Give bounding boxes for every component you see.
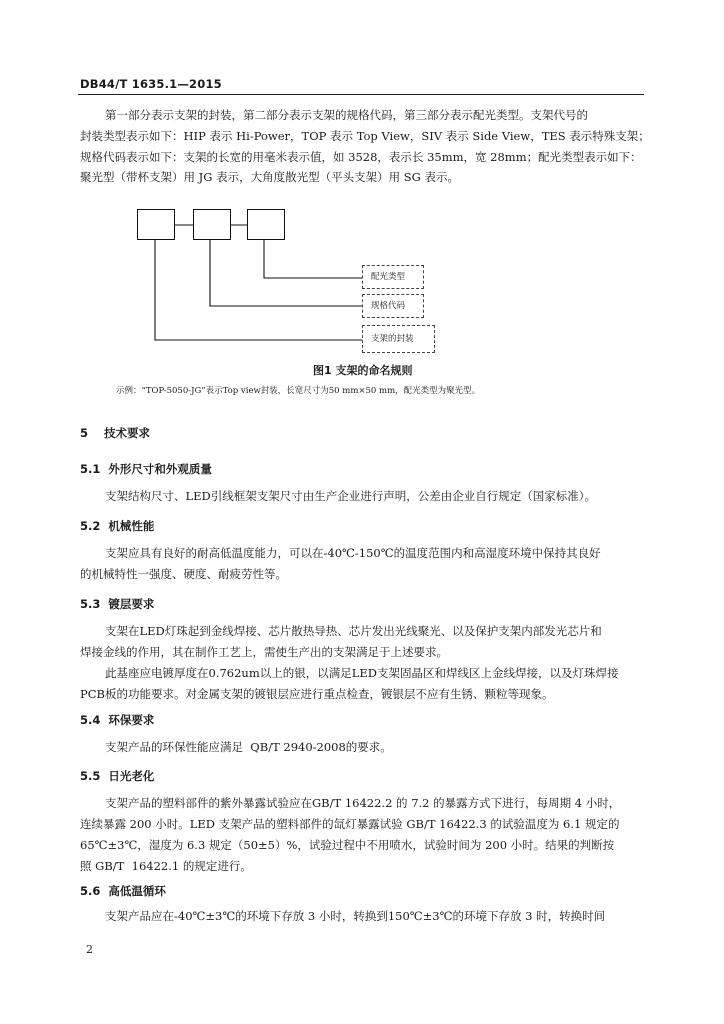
package-code-box xyxy=(137,209,175,240)
spec-code-label-box: 规格代码 xyxy=(362,294,424,318)
package-label-box: 支架的封装 xyxy=(362,325,435,353)
section-5-2-line-2: 的机械特性一强度、硬度、耐疲劳性等。 xyxy=(80,567,287,581)
section-5-5-line-3: 65℃±3℃，湿度为 6.3 规定（50±5）%，试验过程中不用喷水，试验时间为 200 小时。结果的判断按 xyxy=(80,838,615,852)
section-5-6-line-1: 支架产品应在-40℃±3℃的环境下存放 3 小时，转换到150℃±3℃的环境下存放 3 时，转换时间 xyxy=(105,909,606,923)
section-5-6-title: 5.6 高低温循环 xyxy=(80,884,166,898)
section-5-3-title: 5.3 镀层要求 xyxy=(80,597,155,611)
figure-caption: 图1 支架的命名规则 xyxy=(313,364,413,377)
light-type-label-box: 配光类型 xyxy=(362,265,424,289)
section-5-2-line-1: 支架应具有良好的耐高低温度能力，可以在-40℃-150℃的温度范围内和高湿度环境中保持其良好 xyxy=(105,546,601,560)
light-type-code-box xyxy=(247,209,285,240)
header-rule xyxy=(78,94,644,95)
section-5-5-line-2: 连续暴露 200 小时。LED 支架产品的塑料部件的氙灯暴露试验 GB/T 16422.3 的试验温度为 6.1 规定的 xyxy=(80,817,620,831)
section-5-title: 5 技术要求 xyxy=(80,426,151,440)
section-5-5-title: 5.5 日光老化 xyxy=(80,769,155,783)
section-5-5-line-1: 支架产品的塑料部件的紫外暴露试验应在GB/T 16422.2 的 7.2 的暴露方式下进行，每周期 4 小时， xyxy=(105,796,621,810)
page-number: 2 xyxy=(86,943,93,956)
document-code-header: DB44/T 1635.1—2015 xyxy=(80,77,222,91)
spec-code-box xyxy=(193,209,231,240)
section-5-1-line-1: 支架结构尺寸、LED引线框架支架尺寸由生产企业进行声明，公差由企业自行规定（国家标准）。 xyxy=(105,489,596,503)
section-5-5-line-4: 照 GB/T 16422.1 的规定进行。 xyxy=(80,859,252,873)
section-5-1-title: 5.1 外形尺寸和外观质量 xyxy=(80,462,212,476)
section-5-4-title: 5.4 环保要求 xyxy=(80,713,155,727)
intro-line-4: 聚光型（带杯支架）用 JG 表示，大角度散光型（平头支架）用 SG 表示。 xyxy=(80,170,459,184)
figure-example: 示例：“TOP-5050-JG”表示Top view封装，长宽尺寸为50 mm×50 mm，配光类型为聚光型。 xyxy=(116,386,481,396)
section-5-3-line-3: 此基座应电镀厚度在0.762um以上的银，以满足LED支架固晶区和焊线区上金线焊接，以及灯珠焊接 xyxy=(105,666,619,680)
intro-line-3: 规格代码表示如下：支架的长宽的用毫米表示值，如 3528，表示长 35mm，宽 28mm；配光类型表示如下： xyxy=(80,150,642,164)
section-5-3-line-2: 焊接金线的作用，其在制作工艺上，需使生产出的支架满足于上述要求。 xyxy=(80,645,448,659)
intro-line-2: 封装类型表示如下：HIP 表示 Hi-Power，TOP 表示 Top View，SIV 表示 Side View，TES 表示特殊支架； xyxy=(80,129,650,143)
section-5-2-title: 5.2 机械性能 xyxy=(80,519,155,533)
section-5-3-line-1: 支架在LED灯珠起到金线焊接、芯片散热导热、芯片发出光线聚光、以及保护支架内部发光芯片和 xyxy=(105,624,602,638)
intro-line-1: 第一部分表示支架的封装，第二部分表示支架的规格代码，第三部分表示配光类型。支架代号的 xyxy=(105,108,588,122)
section-5-4-line-1: 支架产品的环保性能应满足 QB/T 2940-2008的要求。 xyxy=(105,740,392,754)
section-5-3-line-4: PCB板的功能要求。对金属支架的镀银层应进行重点检查，镀银层不应有生锈、颗粒等现象。 xyxy=(80,687,554,701)
